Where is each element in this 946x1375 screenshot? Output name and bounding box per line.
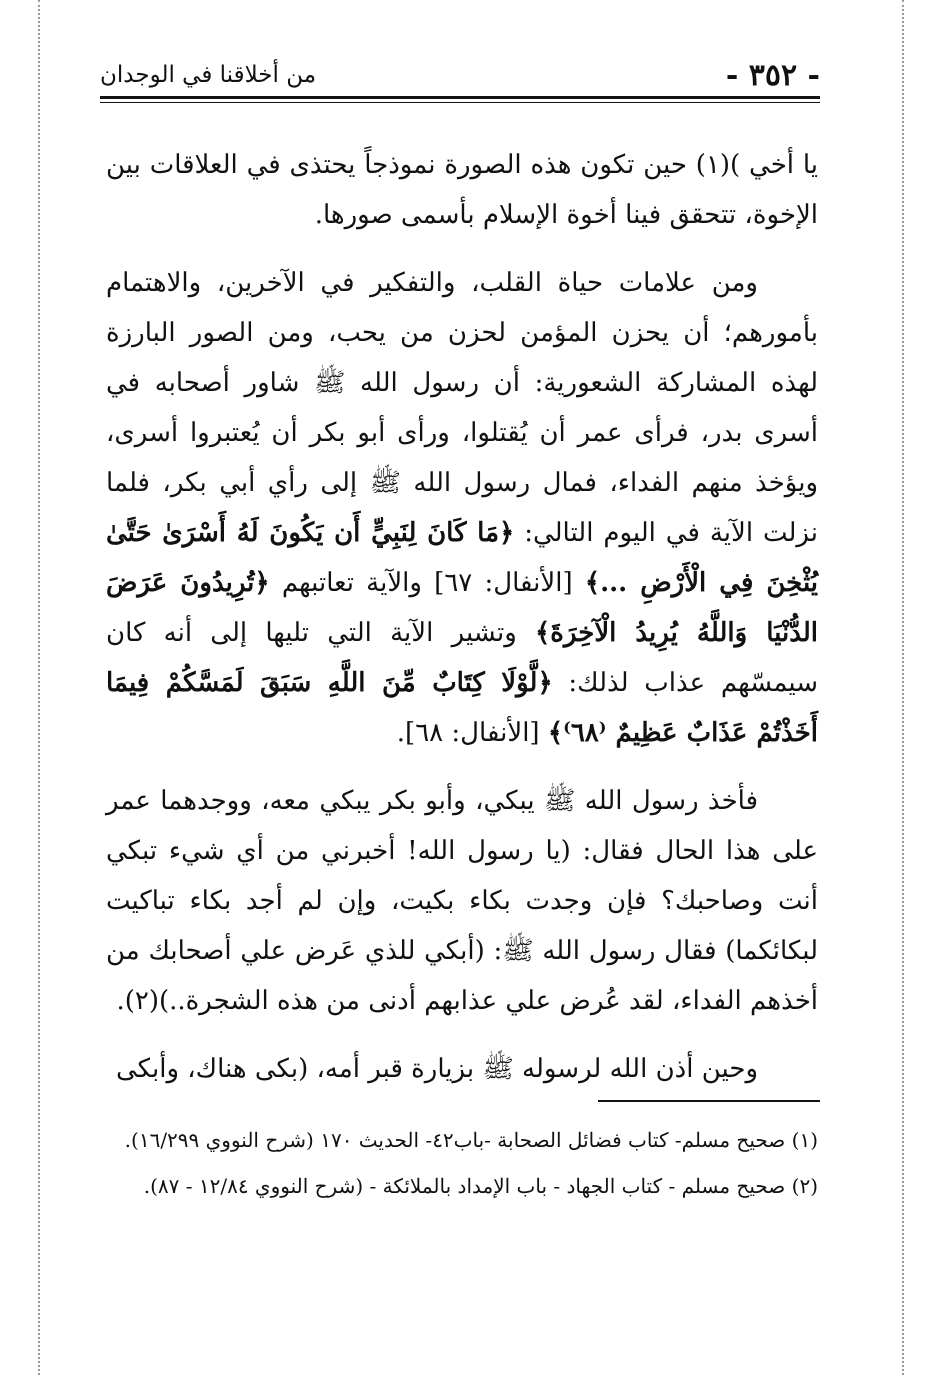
- running-title: من أخلاقنا في الوجدان: [100, 62, 317, 88]
- main-text: [106, 140, 818, 1112]
- paragraph-1: [106, 140, 818, 240]
- quran-verse-2: ﴿تُرِيدُونَ عَرَضَ الدُّنْيَا وَاللَّهُ يُرِيدُ الْآخِرَةَ﴾: [106, 568, 818, 648]
- quran-verse-3: ﴿لَّوْلَا كِتَابٌ مِّنَ اللَّهِ سَبَقَ لَمَسَّكُمْ فِيمَا أَخَذْتُمْ عَذَابٌ عَظِيمٌ ⁽٦٨⁾﴾: [106, 668, 818, 748]
- right-dotted-margin: [902, 0, 904, 1375]
- paragraph-4-text: وحين أذن الله لرسوله ﷺ بزيارة قبر أمه، (بكى هناك، وأبكى: [115, 1054, 758, 1084]
- verse-reference-1: [الأنفال: ٦٧] والآية تعاتبهم: [281, 568, 573, 598]
- footnote-2: (٢) صحيح مسلم - كتاب الجهاد - باب الإمداد بالملائكة - (شرح النووي ١٢/٨٤ - ٨٧).: [143, 1174, 818, 1198]
- paragraph-3: [106, 776, 818, 1026]
- paragraph-2-continuation: وتشير الآية التي تليها إلى أنه كان سيمسّهم عذاب لذلك:: [106, 618, 818, 698]
- page-number: - ٣٥٢ -: [725, 58, 820, 93]
- paragraph-3-text: فأخذ رسول الله ﷺ يبكي، وأبو بكر يبكي معه، ووجدهما عمر على هذا الحال فقال: (يا رسول الله! أخبرني من أي شيء تبكي أنت وصاحبك؟ فإن وجدت بكاء بكيت، وإن لم أجد بكاء تباكيت لبكائكما) فقال رسول الله ﷺ: (أبكي للذي عَرض علي أصحابك من أخذهم الفداء، لقد عُرض علي عذابهم أدنى من هذه الشجرة..)(٢).: [106, 786, 818, 1016]
- footnote-separator: [598, 1100, 820, 1102]
- footnote-1: (١) صحيح مسلم- كتاب فضائل الصحابة -باب٤٢- الحديث ١٧٠ (شرح النووي ١٦/٢٩٩).: [124, 1128, 818, 1152]
- footnotes: [106, 1120, 818, 1212]
- paragraph-4: [106, 1044, 818, 1094]
- page-header: [100, 52, 820, 96]
- verse-reference-2: [الأنفال: ٦٨].: [396, 718, 540, 748]
- paragraph-1-text: يا أخي )(١) حين تكون هذه الصورة نموذجاً يحتذى في العلاقات بين الإخوة، تتحقق فينا أخوة الإسلام بأسمى صورها.: [106, 150, 818, 230]
- quran-verse-1: ﴿مَا كَانَ لِنَبِيٍّ أَن يَكُونَ لَهُ أَسْرَىٰ حَتَّىٰ يُثْخِنَ فِي الْأَرْضِ ...﴾: [106, 518, 819, 598]
- paragraph-2: [106, 258, 818, 758]
- left-dotted-margin: [38, 0, 40, 1375]
- paragraph-2-text: ومن علامات حياة القلب، والتفكير في الآخرين، والاهتمام بأمورهم؛ أن يحزن المؤمن لحزن من يحب، ومن الصور البارزة لهذه المشاركة الشعورية: أن رسول الله ﷺ شاور أصحابه في أسرى بدر، فرأى عمر أن يُقتلوا، ورأى أبو بكر أن يُعتبروا أسرى، ويؤخذ منهم الفداء، فمال رسول الله ﷺ إلى رأي أبي بكر، فلما نزلت الآية في اليوم التالي:: [106, 268, 818, 548]
- header-rule: [100, 96, 820, 103]
